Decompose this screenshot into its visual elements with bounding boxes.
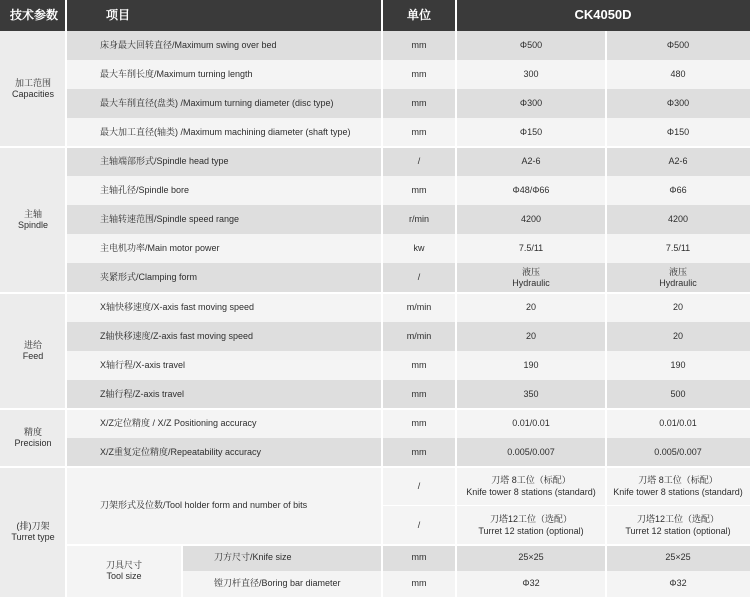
knife-size-item: 刀方尺寸/Knife size	[182, 545, 382, 571]
header-param: 技术参数	[0, 0, 66, 31]
row-item: 主轴孔径/Spindle bore	[66, 176, 382, 205]
group-precision-en: Precision	[14, 438, 52, 448]
row-value-1: 0.005/0.007	[456, 438, 606, 467]
group-feed-en: Feed	[22, 351, 44, 361]
row-value-2: Φ150	[606, 118, 750, 147]
row-item: X/Z重复定位精度/Repeatability accuracy	[66, 438, 382, 467]
row-value-1: 20	[456, 293, 606, 322]
value-zh: 液压	[521, 266, 540, 277]
row-unit: r/min	[382, 205, 456, 234]
row-unit: mm	[382, 31, 456, 60]
value-en: Knife tower 8 stations (standard)	[466, 486, 596, 497]
row-item: 最大车削长度/Maximum turning length	[66, 60, 382, 89]
row-divider	[0, 466, 750, 468]
row-value-2: 480	[606, 60, 750, 89]
row-unit: mm	[382, 438, 456, 467]
row-item: Z轴快移速度/Z-axis fast moving speed	[66, 322, 382, 351]
row-item: 最大车削直径(盘类) /Maximum turning diameter (disc type)	[66, 89, 382, 118]
group-turret	[0, 467, 66, 597]
row-value-2: Φ300	[606, 89, 750, 118]
row-unit: mm	[382, 176, 456, 205]
row-value-1: Φ300	[456, 89, 606, 118]
group-spindle	[0, 147, 66, 293]
row-value-1: 190	[456, 351, 606, 380]
row-unit: mm	[382, 118, 456, 147]
value-zh: 液压	[668, 266, 687, 277]
group-turret-en: Turret type	[11, 532, 55, 542]
row-value-1: 20	[456, 322, 606, 351]
column-divider	[65, 0, 67, 599]
row-value-2: 4200	[606, 205, 750, 234]
tool-size-label	[66, 545, 182, 597]
column-divider	[181, 545, 183, 599]
row-unit: mm	[382, 60, 456, 89]
value-en: Hydraulic	[512, 278, 550, 288]
group-spindle-zh: 主轴	[23, 208, 42, 219]
row-value-2: 500	[606, 380, 750, 409]
boring-bar-value-2: Φ32	[606, 571, 750, 597]
knife-size-value-2: 25×25	[606, 545, 750, 571]
row-item: 主轴端部形式/Spindle head type	[66, 147, 382, 176]
row-value-1	[456, 263, 606, 293]
row-value-1: 350	[456, 380, 606, 409]
group-precision	[0, 409, 66, 467]
boring-bar-item: 镗刀杆直径/Boring bar diameter	[182, 571, 382, 597]
row-value-1: Φ500	[456, 31, 606, 60]
row-divider	[382, 505, 750, 506]
row-value-2: 0.005/0.007	[606, 438, 750, 467]
turret-value-2	[606, 506, 750, 545]
row-item: X轴快移速度/X-axis fast moving speed	[66, 293, 382, 322]
value-en: Turret 12 station (optional)	[625, 525, 731, 536]
row-value-2	[606, 263, 750, 293]
turret-value-2	[606, 467, 750, 506]
row-unit: /	[382, 147, 456, 176]
value-zh: 刀塔12工位（选配）	[489, 514, 572, 525]
row-item: 最大加工直径(轴类) /Maximum machining diameter (shaft type)	[66, 118, 382, 147]
row-value-1: A2-6	[456, 147, 606, 176]
row-value-2: 190	[606, 351, 750, 380]
row-item: X轴行程/X-axis travel	[66, 351, 382, 380]
row-value-1: 7.5/11	[456, 234, 606, 263]
knife-size-unit: mm	[382, 545, 456, 571]
group-feed	[0, 293, 66, 409]
row-value-2: 7.5/11	[606, 234, 750, 263]
row-value-2: 0.01/0.01	[606, 409, 750, 438]
row-unit: kw	[382, 234, 456, 263]
row-value-2: Φ66	[606, 176, 750, 205]
tool-size-en: Tool size	[106, 571, 142, 581]
row-item: 主电机功率/Main motor power	[66, 234, 382, 263]
knife-size-value-1: 25×25	[456, 545, 606, 571]
turret-item: 刀架形式及位数/Tool holder form and number of bits	[66, 467, 382, 545]
row-unit: mm	[382, 89, 456, 118]
header-unit: 单位	[382, 0, 456, 31]
row-item: 主轴转速范围/Spindle speed range	[66, 205, 382, 234]
row-value-2: A2-6	[606, 147, 750, 176]
row-item: X/Z定位精度 / X/Z Positioning accuracy	[66, 409, 382, 438]
row-value-1: Φ48/Φ66	[456, 176, 606, 205]
value-zh: 刀塔12工位（选配）	[636, 514, 719, 525]
row-value-2: 20	[606, 293, 750, 322]
group-precision-zh: 精度	[23, 426, 42, 437]
group-feed-zh: 进给	[23, 339, 42, 350]
row-unit: mm	[382, 351, 456, 380]
turret-value-1	[456, 506, 606, 545]
row-divider	[66, 544, 750, 546]
value-zh: 刀塔 8工位（标配）	[491, 475, 571, 486]
boring-bar-unit: mm	[382, 571, 456, 597]
turret-unit-2: /	[382, 506, 456, 545]
header-item: 项目	[66, 0, 382, 31]
row-value-1: 4200	[456, 205, 606, 234]
turret-unit-1: /	[382, 467, 456, 506]
column-divider	[455, 0, 457, 599]
row-value-2: 20	[606, 322, 750, 351]
row-divider	[0, 292, 750, 294]
group-capacities-zh: 加工范围	[14, 77, 51, 88]
row-value-1: Φ150	[456, 118, 606, 147]
group-turret-zh: (排)刀架	[16, 520, 50, 531]
row-unit: mm	[382, 380, 456, 409]
value-en: Turret 12 station (optional)	[478, 525, 584, 536]
value-en: Knife tower 8 stations (standard)	[613, 486, 743, 497]
column-divider	[381, 0, 383, 599]
value-en: Hydraulic	[659, 278, 697, 288]
group-spindle-en: Spindle	[17, 220, 49, 230]
row-unit: m/min	[382, 322, 456, 351]
row-value-1: 300	[456, 60, 606, 89]
row-value-1: 0.01/0.01	[456, 409, 606, 438]
row-item: 夹紧形式/Clamping form	[66, 263, 382, 293]
turret-value-1	[456, 467, 606, 506]
tool-size-zh: 刀具尺寸	[105, 559, 142, 570]
row-divider	[0, 408, 750, 410]
boring-bar-value-1: Φ32	[456, 571, 606, 597]
row-item: 床身最大回转直径/Maximum swing over bed	[66, 31, 382, 60]
row-value-2: Φ500	[606, 31, 750, 60]
row-unit: /	[382, 263, 456, 293]
group-capacities-en: Capacities	[11, 89, 55, 99]
value-zh: 刀塔 8工位（标配）	[638, 475, 718, 486]
column-divider	[605, 31, 607, 599]
group-capacities	[0, 31, 66, 147]
header-model: CK4050D	[456, 0, 750, 31]
row-divider	[0, 146, 750, 148]
row-unit: mm	[382, 409, 456, 438]
row-unit: m/min	[382, 293, 456, 322]
row-item: Z轴行程/Z-axis travel	[66, 380, 382, 409]
